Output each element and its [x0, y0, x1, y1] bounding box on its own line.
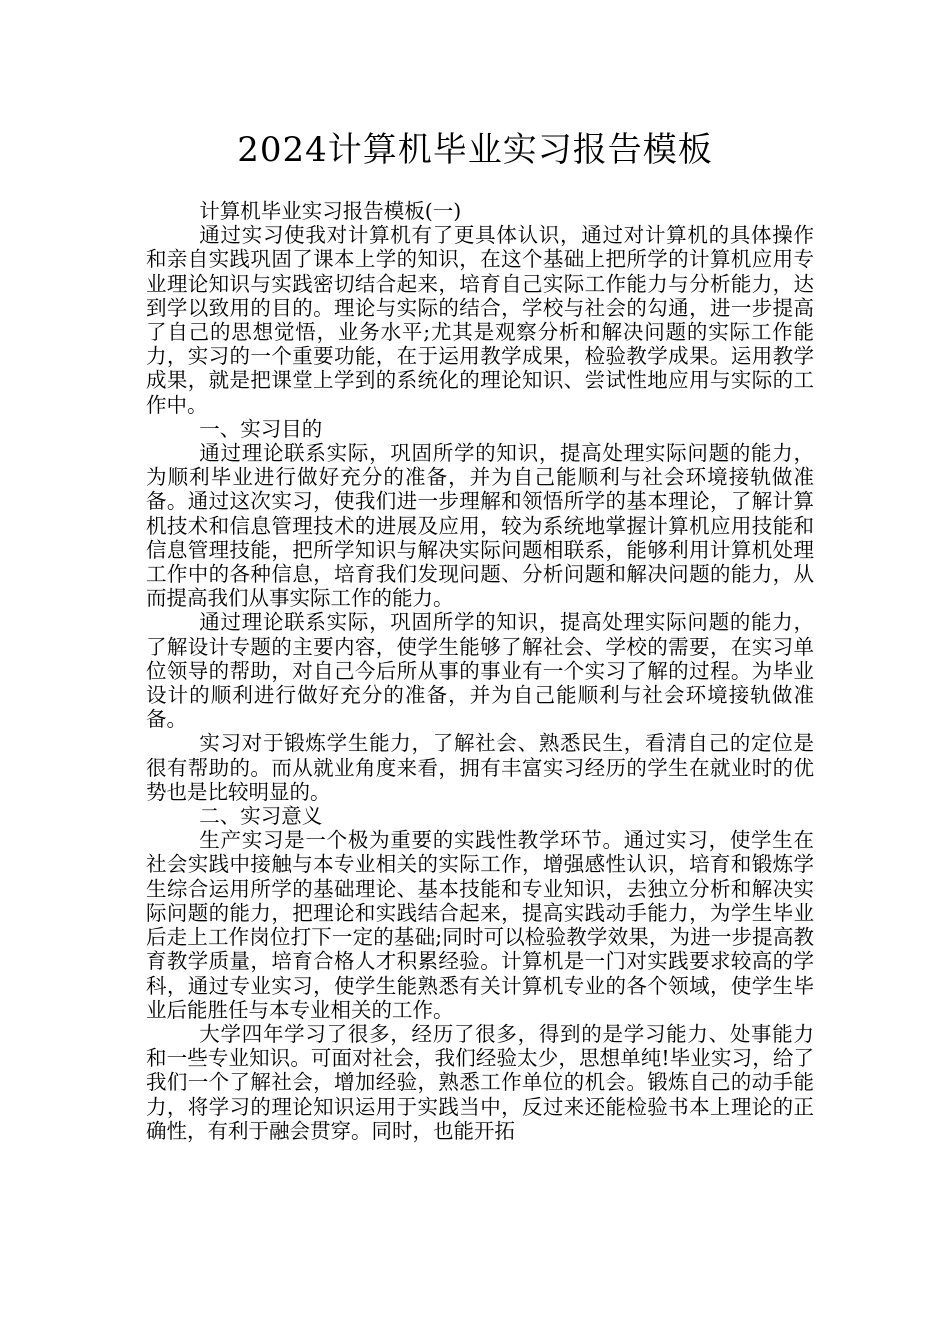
- paragraph-purpose-1: 通过理论联系实际，巩固所学的知识，提高处理实际问题的能力，为顺利毕业进行做好充分的准备，并为自己能顺利与社会环境接轨做准备。通过这次实习，使我们进一步理解和领悟所学的基本理论，了解计算机技术和信息管理技术的进展及应用，较为系统地掌握计算机应用技能和信息管理技能，把所学知识与解决实际问题相联系，能够利用计算机处理工作中的各种信息，培育我们发现问题、分析问题和解决问题的能力，从而提高我们从事实际工作的能力。: [146, 441, 814, 611]
- heading-significance: 二、实习意义: [199, 804, 323, 829]
- paragraph-significance-1: 生产实习是一个极为重要的实践性教学环节。通过实习，使学生在社会实践中接触与本专业相关的实际工作，增强感性认识，培育和锻炼学生综合运用所学的基础理论、基本技能和专业知识，去独立分析和解决实际问题的能力，把理论和实践结合起来，提高实践动手能力，为学生毕业后走上工作岗位打下一定的基础;同时可以检验教学效果，为进一步提高教育教学质量，培育合格人才积累经验。计算机是一门对实践要求较高的学科，通过专业实习，使学生能熟悉有关计算机专业的各个领域，使学生毕业后能胜任与本专业相关的工作。: [146, 828, 814, 1022]
- document-body: [146, 199, 814, 1143]
- paragraph-significance-2: 大学四年学习了很多，经历了很多，得到的是学习能力、处事能力和一些专业知识。可面对社会，我们经验太少，思想单纯!毕业实习，给了我们一个了解社会，增加经验，熟悉工作单位的机会。锻炼自己的动手能力，将学习的理论知识运用于实践当中，反过来还能检验书本上理论的正确性，有利于融会贯穿。同时，也能开拓: [146, 1021, 814, 1143]
- heading-purpose: 一、实习目的: [199, 416, 323, 441]
- paragraph-purpose-3: 实习对于锻炼学生能力，了解社会、熟悉民生，看清自己的定位是很有帮助的。而从就业角度来看，拥有丰富实习经历的学生在就业时的优势也是比较明显的。: [146, 731, 814, 804]
- paragraph-purpose-2: 通过理论联系实际，巩固所学的知识，提高处理实际问题的能力，了解设计专题的主要内容，使学生能够了解社会、学校的需要，在实习单位领导的帮助，对自己今后所从事的事业有一个实习了解的过程。为毕业设计的顺利进行做好充分的准备，并为自己能顺利与社会环境接轨做准备。: [146, 610, 814, 732]
- paragraph-intro: 通过实习使我对计算机有了更具体认识，通过对计算机的具体操作和亲自实践巩固了课本上学的知识，在这个基础上把所学的计算机应用专业理论知识与实践密切结合起来，培育自己实际工作能力与分析能力，达到学以致用的目的。理论与实际的结合，学校与社会的勾通，进一步提高了自己的思想觉悟，业务水平;尤其是观察分析和解决问题的实际工作能力，实习的一个重要功能，在于运用教学成果，检验教学成果。运用教学成果，就是把课堂上学到的系统化的理论知识、尝试性地应用与实际的工作中。: [146, 223, 814, 417]
- section-subtitle: 计算机毕业实习报告模板(一): [199, 199, 462, 223]
- document-title: 2024计算机毕业实习报告模板: [237, 130, 713, 170]
